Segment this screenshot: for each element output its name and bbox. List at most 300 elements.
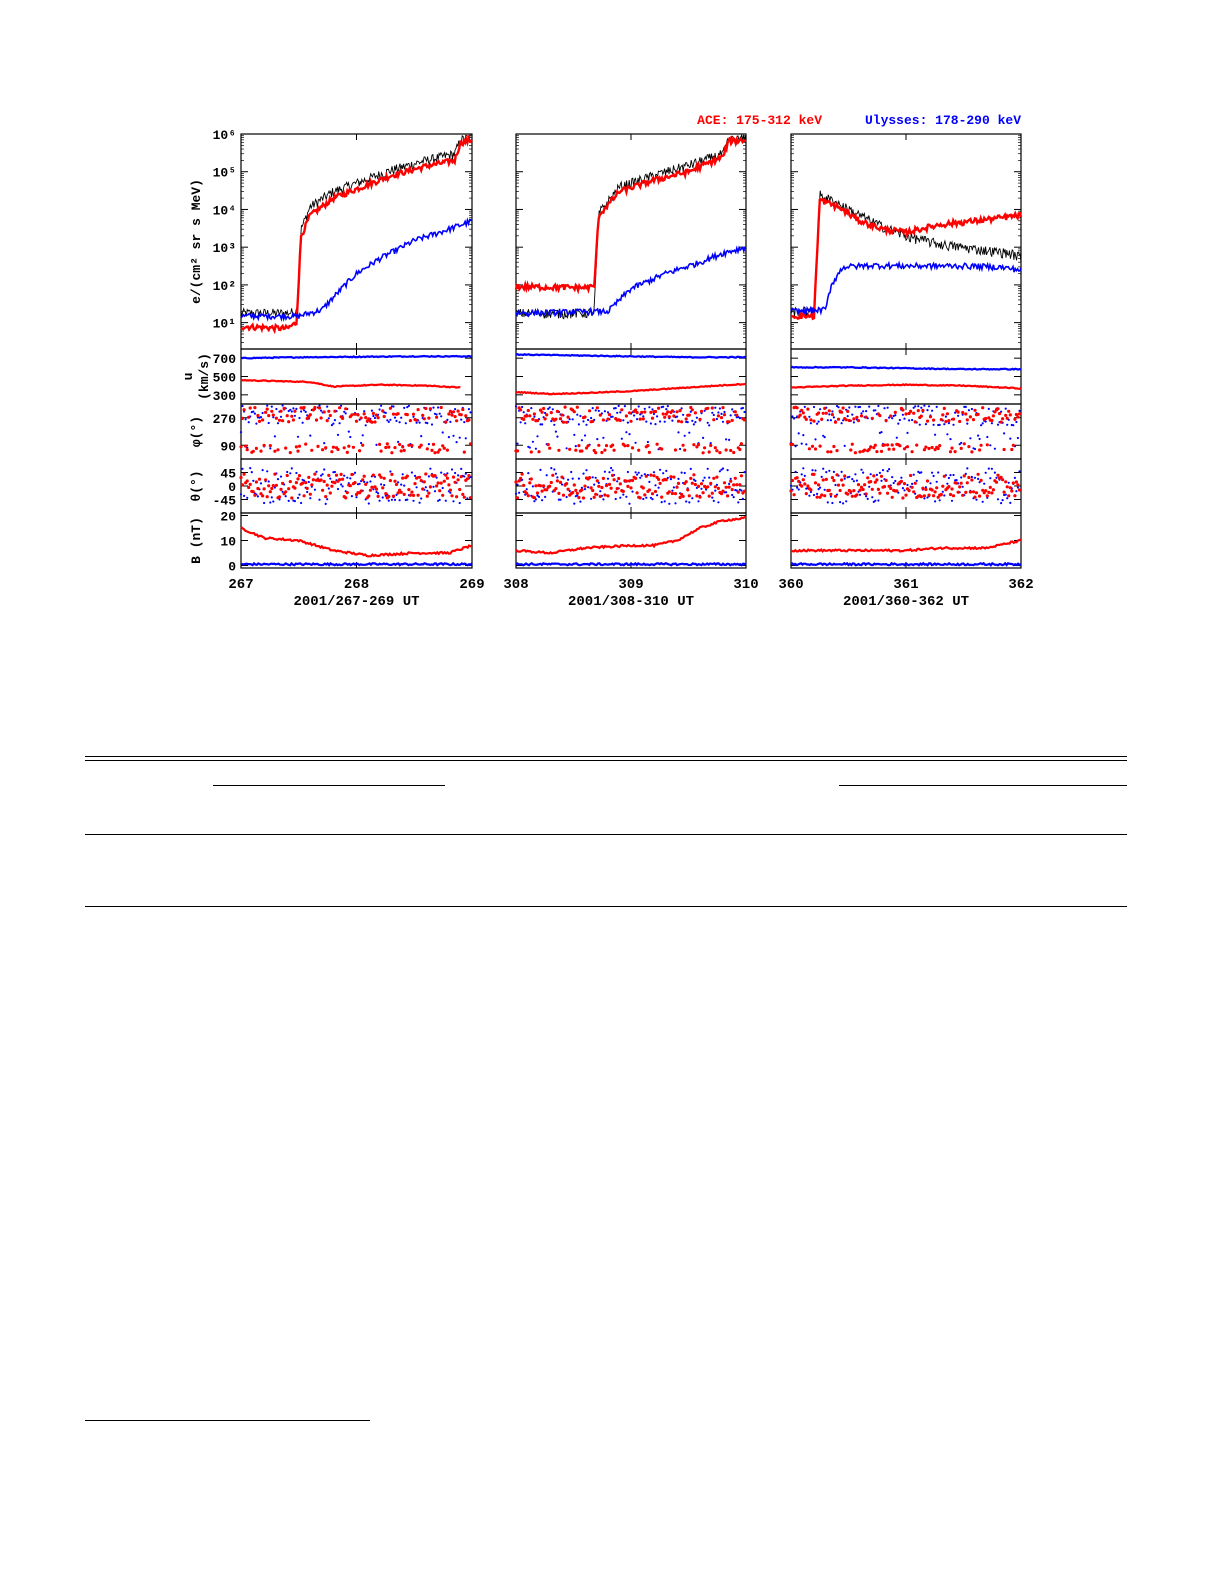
theta-ace-point-0-88 [375, 488, 378, 491]
theta-ulysses-point-0-92 [382, 496, 384, 498]
phi-ulysses-point-0-40 [302, 422, 304, 424]
theta-ace-point-1-117 [694, 483, 697, 486]
phi-ace-point-2-97 [938, 444, 941, 447]
theta-ace-point-0-57 [327, 474, 330, 477]
theta-ace-point-2-35 [843, 474, 846, 477]
phi-ulysses-point-2-127 [985, 420, 987, 422]
phi-ace-point-2-74 [903, 447, 906, 450]
phi-ace-point-2-52 [869, 445, 872, 448]
theta-ace-point-1-28 [557, 492, 560, 495]
phi-ulysses-point-1-54 [598, 410, 600, 412]
theta-ulysses-point-1-8 [527, 472, 529, 474]
theta-ace-point-0-114 [415, 477, 418, 480]
phi-ace-point-0-76 [356, 413, 359, 416]
phi-ace-point-1-57 [602, 418, 605, 421]
phi-ace-point-0-94 [384, 446, 387, 449]
theta-ulysses-point-2-121 [975, 499, 977, 501]
theta-ace-point-2-127 [984, 489, 987, 492]
theta-ace-point-2-17 [816, 496, 819, 499]
phi-ace-point-0-119 [423, 417, 426, 420]
phi-ulysses-point-1-50 [592, 407, 594, 409]
theta-ulysses-point-1-139 [728, 483, 730, 485]
phi-ace-point-1-61 [608, 413, 611, 416]
phi-ulysses-point-2-69 [896, 437, 898, 439]
theta-ace-point-1-0 [514, 480, 517, 483]
phi-ulysses-point-1-68 [619, 411, 621, 413]
phi-ace-point-1-86 [646, 444, 649, 447]
theta-ulysses-point-1-41 [578, 478, 580, 480]
phi-ace-point-0-126 [433, 451, 436, 454]
theta-ulysses-point-0-17 [266, 470, 268, 472]
phi-ace-point-0-129 [438, 448, 441, 451]
theta-ulysses-point-0-108 [406, 499, 408, 501]
phi-ace-point-0-96 [387, 446, 390, 449]
theta-ulysses-point-0-146 [465, 473, 467, 475]
theta-ace-point-0-45 [309, 493, 312, 496]
theta-ulysses-point-0-74 [354, 472, 356, 474]
phi-ace-point-1-54 [597, 444, 600, 447]
theta-ulysses-point-1-73 [627, 471, 629, 473]
theta-ulysses-point-0-24 [277, 478, 279, 480]
ytick-label-theta-2: -45 [212, 493, 236, 509]
theta-ulysses-point-2-103 [948, 477, 950, 479]
theta-ace-point-2-117 [969, 490, 972, 493]
ytick-label-flux-1: 10² [212, 278, 236, 294]
phi-ace-point-2-49 [865, 416, 868, 419]
theta-ace-point-2-79 [911, 486, 914, 489]
B-ulysses-series-2 [791, 563, 1021, 565]
theta-ulysses-point-1-27 [556, 476, 558, 478]
theta-ace-point-2-28 [832, 479, 835, 482]
theta-ulysses-point-1-79 [636, 474, 638, 476]
phi-ulysses-point-1-86 [647, 441, 649, 443]
theta-ulysses-point-0-90 [379, 500, 381, 502]
theta-ulysses-point-2-87 [923, 497, 925, 499]
theta-ulysses-point-2-115 [966, 467, 968, 469]
phi-ulysses-point-0-27 [282, 404, 284, 406]
figure [0, 0, 1224, 640]
phi-ulysses-point-2-55 [874, 409, 876, 411]
phi-ace-point-2-118 [970, 450, 973, 453]
phi-ulysses-point-0-143 [460, 419, 462, 421]
theta-ulysses-point-2-108 [956, 479, 958, 481]
theta-ulysses-point-0-123 [429, 468, 431, 470]
theta-ace-point-0-83 [367, 494, 370, 497]
theta-ace-point-1-39 [574, 489, 577, 492]
theta-ace-point-0-64 [338, 478, 341, 481]
phi-ulysses-point-0-67 [343, 411, 345, 413]
theta-ace-point-2-86 [921, 487, 924, 490]
theta-ulysses-point-1-11 [532, 485, 534, 487]
theta-ace-point-1-68 [619, 482, 622, 485]
theta-ulysses-point-0-143 [460, 468, 462, 470]
theta-ulysses-point-1-121 [700, 488, 702, 490]
theta-ace-point-1-51 [593, 496, 596, 499]
phi-ace-point-0-89 [377, 416, 380, 419]
phi-ace-point-2-143 [1009, 413, 1012, 416]
theta-ace-point-1-57 [602, 477, 605, 480]
phi-ace-point-2-46 [860, 414, 863, 417]
phi-ulysses-point-1-78 [635, 442, 637, 444]
phi-ulysses-point-1-14 [536, 435, 538, 437]
theta-ulysses-point-1-123 [704, 477, 706, 479]
theta-ace-point-0-118 [421, 487, 424, 490]
theta-ace-point-1-127 [709, 482, 712, 485]
phi-ace-point-2-62 [885, 419, 888, 422]
theta-ulysses-point-0-98 [391, 499, 393, 501]
theta-ace-point-0-62 [335, 474, 338, 477]
theta-ulysses-point-2-27 [831, 502, 833, 504]
theta-ulysses-point-2-9 [804, 475, 806, 477]
phi-ace-point-0-49 [315, 418, 318, 421]
phi-ace-point-2-59 [880, 450, 883, 453]
phi-ulysses-point-1-38 [573, 434, 575, 436]
theta-ace-point-1-139 [728, 486, 731, 489]
theta-ace-point-2-10 [805, 492, 808, 495]
phi-ace-point-0-140 [455, 419, 458, 422]
theta-ulysses-point-1-114 [690, 468, 692, 470]
phi-ace-point-1-53 [596, 406, 599, 409]
phi-ulysses-point-1-0 [515, 405, 517, 407]
phi-ace-point-0-135 [447, 412, 450, 415]
theta-ace-point-0-110 [409, 494, 412, 497]
phi-ace-point-1-144 [735, 414, 738, 417]
phi-ulysses-point-0-117 [420, 435, 422, 437]
phi-ulysses-point-0-104 [400, 417, 402, 419]
u-ulysses-series-2 [791, 367, 1021, 370]
phi-ace-point-2-88 [924, 446, 927, 449]
u-ace-series-2 [791, 384, 1021, 389]
theta-ulysses-point-2-146 [1014, 477, 1016, 479]
phi-ace-point-0-67 [343, 446, 346, 449]
theta-ulysses-point-0-8 [252, 480, 254, 482]
phi-ulysses-point-2-88 [925, 423, 927, 425]
phi-ace-point-2-42 [854, 451, 857, 454]
phi-ulysses-point-1-127 [710, 442, 712, 444]
theta-ulysses-point-1-92 [656, 494, 658, 496]
phi-ace-point-0-57 [327, 410, 330, 413]
phi-ace-point-0-4 [246, 448, 249, 451]
theta-ace-point-1-136 [723, 481, 726, 484]
phi-ace-point-0-81 [364, 416, 367, 419]
theta-ulysses-point-0-89 [377, 492, 379, 494]
phi-ace-point-2-61 [883, 443, 886, 446]
phi-ace-point-0-125 [432, 443, 435, 446]
ylabel-phi-0: φ(°) [189, 415, 204, 448]
phi-ulysses-point-0-18 [268, 422, 270, 424]
phi-ace-point-0-3 [244, 445, 247, 448]
phi-ace-point-2-19 [819, 445, 822, 448]
phi-ulysses-point-2-41 [853, 421, 855, 423]
theta-ace-point-0-127 [435, 484, 438, 487]
phi-ulysses-point-1-69 [621, 438, 623, 440]
phi-ulysses-point-0-78 [360, 442, 362, 444]
theta-ace-point-1-131 [715, 476, 718, 479]
theta-ulysses-point-1-115 [691, 497, 693, 499]
theta-ulysses-point-2-94 [934, 500, 936, 502]
phi-ulysses-point-0-148 [468, 408, 470, 410]
phi-ace-point-0-14 [261, 418, 264, 421]
theta-ace-point-1-33 [565, 482, 568, 485]
theta-ulysses-point-2-16 [814, 469, 816, 471]
theta-ace-point-2-141 [1006, 485, 1009, 488]
theta-ulysses-point-1-149 [743, 471, 745, 473]
phi-ace-point-1-89 [651, 417, 654, 420]
theta-ulysses-point-1-25 [553, 468, 555, 470]
phi-ace-point-0-2 [243, 408, 246, 411]
theta-ulysses-point-2-125 [982, 501, 984, 503]
phi-ace-point-2-6 [799, 414, 802, 417]
phi-ace-point-2-63 [886, 443, 889, 446]
theta-ace-point-1-10 [530, 477, 533, 480]
phi-ulysses-point-1-71 [624, 405, 626, 407]
phi-ulysses-point-0-140 [456, 441, 458, 443]
table-group-rule-left [213, 785, 445, 786]
phi-ulysses-point-2-3 [795, 445, 797, 447]
phi-ace-point-0-28 [283, 407, 286, 410]
phi-ulysses-point-2-33 [841, 422, 843, 424]
theta-ulysses-point-2-97 [939, 499, 941, 501]
theta-ace-point-2-94 [934, 490, 937, 493]
phi-ulysses-point-1-6 [524, 422, 526, 424]
theta-ulysses-point-0-32 [289, 472, 291, 474]
theta-ulysses-point-1-130 [714, 490, 716, 492]
phi-ace-point-2-8 [802, 411, 805, 414]
theta-ace-point-0-11 [256, 487, 259, 490]
theta-ulysses-point-0-39 [300, 502, 302, 504]
phi-ace-point-0-99 [392, 413, 395, 416]
theta-ulysses-point-0-130 [440, 472, 442, 474]
theta-ace-point-1-61 [608, 483, 611, 486]
phi-ulysses-point-1-105 [676, 416, 678, 418]
theta-ulysses-point-1-117 [694, 480, 696, 482]
phi-ace-point-1-56 [600, 451, 603, 454]
phi-ulysses-point-1-60 [607, 411, 609, 413]
phi-ace-point-1-143 [734, 410, 737, 413]
theta-ace-point-0-139 [454, 481, 457, 484]
theta-ace-point-1-50 [591, 489, 594, 492]
theta-ace-point-0-89 [377, 495, 380, 498]
theta-ace-point-0-48 [313, 473, 316, 476]
xtick-label-0-1: 268 [343, 577, 370, 593]
theta-ace-point-0-14 [261, 494, 264, 497]
phi-ace-point-2-135 [996, 407, 999, 410]
theta-ace-point-0-32 [289, 480, 292, 483]
theta-ace-point-0-113 [413, 482, 416, 485]
phi-ulysses-point-2-90 [928, 405, 930, 407]
theta-ace-point-1-23 [550, 481, 553, 484]
phi-ulysses-point-1-91 [654, 423, 656, 425]
phi-ulysses-point-0-3 [245, 418, 247, 420]
theta-ulysses-point-2-33 [841, 471, 843, 473]
phi-ulysses-point-0-122 [428, 443, 430, 445]
theta-ace-point-1-13 [534, 484, 537, 487]
theta-ulysses-point-1-98 [665, 470, 667, 472]
theta-ace-point-2-13 [809, 488, 812, 491]
theta-ace-point-1-63 [611, 474, 614, 477]
theta-ulysses-point-0-106 [403, 485, 405, 487]
phi-ace-point-0-35 [293, 410, 296, 413]
theta-ace-point-0-144 [461, 493, 464, 496]
theta-ace-point-1-75 [629, 486, 632, 489]
theta-ace-point-2-130 [989, 486, 992, 489]
phi-ace-point-0-124 [430, 449, 433, 452]
phi-ulysses-point-2-115 [966, 423, 968, 425]
xtick-label-2-2: 362 [1008, 577, 1034, 593]
theta-ulysses-point-2-21 [822, 468, 824, 470]
theta-ace-point-2-129 [987, 491, 990, 494]
theta-ace-point-1-55 [599, 495, 602, 498]
theta-ulysses-point-1-91 [654, 484, 656, 486]
phi-ace-point-0-95 [386, 442, 389, 445]
phi-ulysses-point-2-102 [946, 433, 948, 435]
phi-ace-point-2-64 [888, 448, 891, 451]
phi-ace-point-1-100 [668, 415, 671, 418]
phi-ace-point-0-109 [407, 444, 410, 447]
phi-ulysses-point-2-83 [917, 405, 919, 407]
theta-ace-point-1-138 [726, 494, 729, 497]
phi-ulysses-point-0-103 [399, 421, 401, 423]
ytick-label-flux-2: 10³ [212, 241, 236, 257]
xtick-label-1-2: 310 [733, 577, 759, 593]
phi-ulysses-point-1-149 [743, 411, 745, 413]
theta-ace-point-2-53 [871, 488, 874, 491]
theta-ace-point-0-120 [424, 472, 427, 475]
phi-ulysses-point-0-22 [274, 435, 276, 437]
phi-ulysses-point-1-141 [731, 408, 733, 410]
phi-ace-point-1-43 [580, 449, 583, 452]
theta-ace-point-2-20 [820, 493, 823, 496]
phi-ace-point-2-75 [904, 412, 907, 415]
phi-ace-point-0-114 [415, 419, 418, 422]
theta-ace-point-2-21 [822, 478, 825, 481]
theta-ulysses-point-1-90 [653, 471, 655, 473]
theta-ace-point-1-120 [698, 496, 701, 499]
theta-ace-point-1-70 [622, 490, 625, 493]
phi-ulysses-point-0-0 [240, 431, 242, 433]
phi-ulysses-point-1-136 [723, 411, 725, 413]
phi-ace-point-0-121 [426, 447, 429, 450]
phi-ace-point-1-99 [666, 410, 669, 413]
phi-ulysses-point-2-40 [851, 414, 853, 416]
B-ace-series-0 [241, 527, 472, 556]
phi-ulysses-point-1-96 [662, 406, 664, 408]
theta-ulysses-point-0-120 [425, 486, 427, 488]
theta-ace-point-1-98 [665, 478, 668, 481]
phi-ulysses-point-2-2 [793, 417, 795, 419]
ytick-label-B-1: 10 [220, 534, 236, 550]
theta-ulysses-point-0-111 [411, 471, 413, 473]
theta-ace-point-0-137 [450, 494, 453, 497]
phi-ace-point-2-144 [1010, 448, 1013, 451]
theta-ace-point-0-123 [429, 485, 432, 488]
theta-ulysses-point-2-99 [942, 491, 944, 493]
theta-ace-point-0-112 [412, 494, 415, 497]
phi-ace-point-1-45 [583, 415, 586, 418]
theta-ace-point-2-138 [1001, 478, 1004, 481]
theta-ace-point-0-52 [320, 478, 323, 481]
theta-ulysses-point-1-15 [538, 496, 540, 498]
flux-ulysses-series-2 [791, 263, 1021, 314]
phi-ace-point-1-87 [648, 451, 651, 454]
theta-ace-point-2-32 [839, 489, 842, 492]
theta-ulysses-point-2-28 [833, 471, 835, 473]
theta-ulysses-point-0-126 [434, 490, 436, 492]
phi-ace-point-1-84 [643, 410, 646, 413]
phi-ace-point-2-81 [914, 420, 917, 423]
theta-ulysses-point-2-22 [824, 489, 826, 491]
phi-ace-point-2-99 [941, 413, 944, 416]
theta-ace-point-2-41 [852, 489, 855, 492]
phi-ulysses-point-0-51 [318, 405, 320, 407]
theta-ace-point-1-72 [625, 480, 628, 483]
theta-ulysses-point-1-20 [546, 474, 548, 476]
theta-ulysses-point-0-138 [452, 500, 454, 502]
ylabel-theta-0: θ(°) [189, 470, 204, 502]
phi-ulysses-point-0-94 [385, 412, 387, 414]
theta-ulysses-point-2-43 [856, 480, 858, 482]
theta-ace-point-1-107 [679, 496, 682, 499]
phi-ace-point-2-44 [857, 419, 860, 422]
theta-ulysses-point-0-72 [351, 495, 353, 497]
phi-ulysses-point-1-65 [615, 407, 617, 409]
B-ulysses-series-1 [516, 563, 746, 565]
phi-ulysses-point-1-74 [628, 433, 630, 435]
panel-frame-2-B [791, 513, 1021, 568]
phi-ace-point-1-128 [711, 406, 714, 409]
phi-ulysses-point-1-10 [530, 407, 532, 409]
theta-ulysses-point-1-46 [585, 469, 587, 471]
phi-ace-point-2-140 [1004, 414, 1007, 417]
phi-ulysses-point-0-8 [252, 411, 254, 413]
phi-ace-point-0-105 [401, 445, 404, 448]
theta-ace-point-0-148 [467, 474, 470, 477]
phi-ulysses-point-0-129 [439, 413, 441, 415]
theta-ace-point-1-79 [636, 491, 639, 494]
theta-ace-point-2-139 [1003, 491, 1006, 494]
phi-ulysses-point-1-49 [590, 417, 592, 419]
theta-ulysses-point-0-33 [291, 467, 293, 469]
theta-ulysses-point-1-135 [722, 467, 724, 469]
theta-ulysses-point-0-139 [454, 472, 456, 474]
theta-ulysses-point-2-56 [876, 474, 878, 476]
phi-ulysses-point-0-96 [388, 421, 390, 423]
phi-ace-point-0-21 [272, 413, 275, 416]
phi-ulysses-point-1-135 [722, 421, 724, 423]
phi-ulysses-point-2-15 [813, 406, 815, 408]
theta-ace-point-0-147 [466, 477, 469, 480]
phi-ace-point-2-78 [909, 410, 912, 413]
theta-ulysses-point-2-118 [971, 476, 973, 478]
theta-ulysses-point-1-26 [555, 473, 557, 475]
phi-ulysses-point-2-87 [923, 405, 925, 407]
phi-ace-point-0-61 [333, 410, 336, 413]
theta-ace-point-1-16 [539, 484, 542, 487]
theta-ulysses-point-2-60 [882, 469, 884, 471]
phi-ace-point-2-128 [986, 443, 989, 446]
phi-ulysses-point-1-125 [707, 422, 709, 424]
theta-ace-point-1-94 [659, 482, 662, 485]
theta-ulysses-point-2-120 [974, 477, 976, 479]
theta-ulysses-point-0-145 [463, 475, 465, 477]
phi-ace-point-0-97 [389, 407, 392, 410]
phi-ace-point-2-112 [961, 411, 964, 414]
theta-ace-point-2-118 [970, 478, 973, 481]
phi-ulysses-point-0-130 [440, 415, 442, 417]
ytick-label-phi-0: 90 [220, 439, 236, 455]
theta-ulysses-point-0-11 [257, 495, 259, 497]
u-ulysses-series-0 [241, 356, 472, 359]
